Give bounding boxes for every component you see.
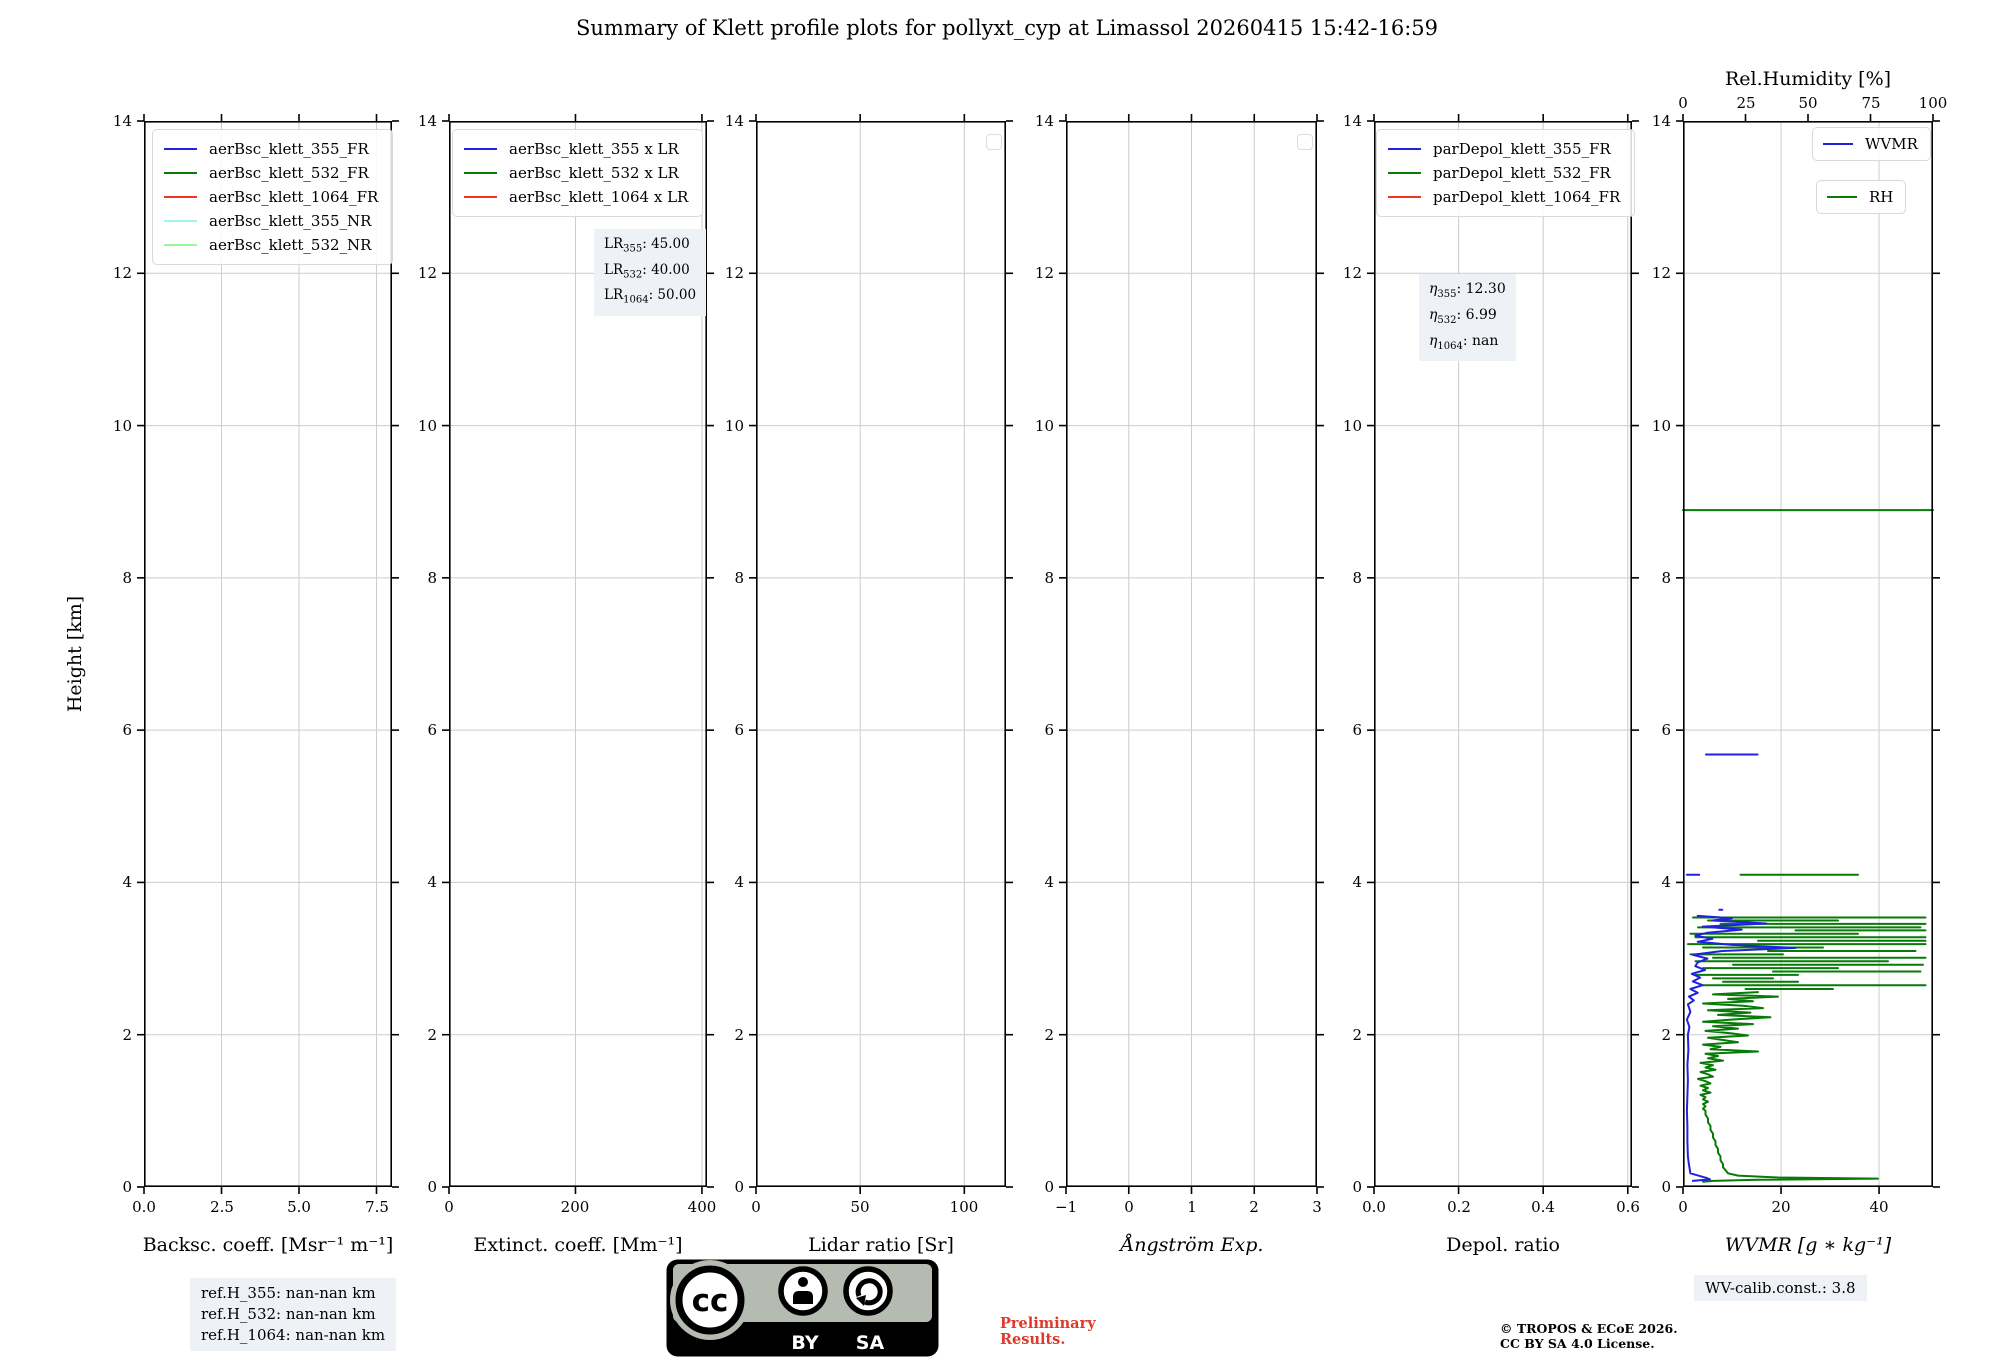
lr-wavelength: 1064	[623, 295, 649, 307]
plot-panel-4	[1066, 121, 1317, 1187]
y-tick-label: 2	[122, 1026, 132, 1044]
x-tick-label: 20	[1771, 1198, 1791, 1216]
y-tick-label: 14	[417, 112, 437, 130]
top-axis-label-rel-humidity: Rel.Humidity [%]	[1724, 68, 1892, 90]
x-tick-label: 1	[1187, 1198, 1197, 1216]
legend-entry	[164, 185, 378, 209]
legend-entry	[464, 137, 688, 161]
xlabel-lidar-ratio: Lidar ratio [Sr]	[808, 1234, 954, 1256]
x-tick-label: 0	[1678, 1198, 1688, 1216]
eta-value: : nan	[1462, 332, 1499, 349]
y-tick-label: 12	[1342, 264, 1362, 282]
y-tick-label: 10	[724, 417, 744, 435]
y-tick-label: 14	[724, 112, 744, 130]
lr-value: : 50.00	[648, 287, 697, 304]
y-tick-label: 6	[1661, 721, 1671, 739]
y-tick-label: 0	[427, 1178, 437, 1196]
legend-line-blue	[164, 148, 197, 151]
top-tick-label: 75	[1861, 94, 1881, 112]
y-tick-label: 4	[1661, 873, 1671, 891]
by-text: BY	[791, 1332, 819, 1354]
y-tick-label: 0	[122, 1178, 132, 1196]
legend-label: aerBsc_klett_1064_FR	[209, 188, 379, 206]
legend-line-blue	[1388, 148, 1421, 151]
x-tick-label: 2	[1249, 1198, 1259, 1216]
plot-border	[145, 122, 391, 1186]
y-tick-label: 12	[417, 264, 437, 282]
y-tick-label: 12	[112, 264, 132, 282]
xlabel-wvmr: WVMR [g ∗ kg⁻¹]	[1724, 1234, 1892, 1256]
eta-wavelength: 532	[1437, 314, 1457, 326]
y-tick-label: 8	[1352, 569, 1362, 587]
eta-wavelength: 1064	[1437, 340, 1463, 352]
y-tick-label: 6	[1352, 721, 1362, 739]
legend-entry	[164, 209, 378, 233]
legend-label: aerBsc_klett_532_NR	[209, 236, 372, 254]
xlabel-depol: Depol. ratio	[1446, 1234, 1560, 1256]
x-tick-label: 0.6	[1616, 1198, 1640, 1216]
legend-label: aerBsc_klett_355 x LR	[509, 140, 679, 158]
legend-line-lightgreen	[164, 244, 197, 247]
data-line-rh	[1698, 992, 1878, 1182]
lr-value: : 40.00	[642, 261, 690, 278]
legend-depol	[1376, 129, 1635, 217]
y-tick-label: 14	[112, 112, 132, 130]
x-tick-label: 5.0	[287, 1198, 311, 1216]
xlabel-angstrom: Ångström Exp.	[1120, 1234, 1264, 1256]
y-tick-label: 8	[1661, 569, 1671, 587]
x-tick-label: 0.2	[1447, 1198, 1471, 1216]
ref-height-1064: ref.H_1064: nan-nan km	[201, 1326, 386, 1344]
legend-label: aerBsc_klett_1064 x LR	[509, 188, 689, 206]
y-tick-label: 10	[1034, 417, 1054, 435]
legend-label: aerBsc_klett_355_NR	[209, 212, 372, 230]
legend-label: aerBsc_klett_532 x LR	[509, 164, 679, 182]
legend-backscatter	[152, 129, 393, 265]
x-tick-label: 400	[687, 1198, 717, 1216]
y-tick-label: 8	[427, 569, 437, 587]
legend-entry	[1827, 185, 1893, 209]
y-tick-label: 14	[1342, 112, 1362, 130]
y-tick-label: 2	[427, 1026, 437, 1044]
legend-line-green	[464, 172, 497, 175]
legend-entry	[164, 137, 378, 161]
legend-line-blue	[1823, 143, 1853, 146]
top-tick-label: 100	[1918, 94, 1948, 112]
y-tick-label: 4	[122, 873, 132, 891]
legend-label: parDepol_klett_1064_FR	[1433, 188, 1621, 206]
top-tick-label: 25	[1736, 94, 1756, 112]
eta-row	[1429, 279, 1506, 305]
legend-line-green	[1388, 172, 1421, 175]
x-tick-label: 50	[850, 1198, 870, 1216]
ref-height-355: ref.H_355: nan-nan km	[201, 1284, 376, 1302]
y-tick-label: 12	[1034, 264, 1054, 282]
eta-value: : 12.30	[1456, 281, 1506, 297]
y-tick-label: 4	[1044, 873, 1054, 891]
y-tick-label: 10	[417, 417, 437, 435]
legend-line-blue	[464, 148, 497, 151]
legend-empty-angstrom	[1297, 134, 1313, 150]
y-tick-label: 8	[122, 569, 132, 587]
y-tick-label: 4	[427, 873, 437, 891]
x-tick-label: 2.5	[210, 1198, 234, 1216]
y-tick-label: 2	[734, 1026, 744, 1044]
x-tick-label: 7.5	[365, 1198, 389, 1216]
y-tick-label: 0	[1352, 1178, 1362, 1196]
legend-line-red	[464, 196, 497, 199]
y-tick-label: 10	[1651, 417, 1671, 435]
legend-entry	[1823, 132, 1918, 156]
legend-label: RH	[1869, 188, 1894, 206]
lr-row	[604, 234, 696, 260]
y-axis-label: Height [km]	[64, 595, 86, 713]
reference-height-box	[190, 1278, 396, 1351]
lr-symbol: LR	[604, 287, 624, 304]
plot-panel-1	[144, 121, 392, 1187]
x-tick-label: 0	[1124, 1198, 1134, 1216]
lr-wavelength: 355	[623, 243, 643, 255]
legend-line-red	[1388, 196, 1421, 199]
legend-line-green	[164, 172, 197, 175]
y-tick-label: 14	[1651, 112, 1671, 130]
y-tick-label: 2	[1661, 1026, 1671, 1044]
eta-symbol: η	[1429, 332, 1438, 349]
legend-wvmr	[1812, 127, 1931, 161]
y-tick-label: 6	[734, 721, 744, 739]
legend-entry	[464, 185, 688, 209]
y-tick-label: 6	[427, 721, 437, 739]
legend-entry	[1388, 185, 1620, 209]
x-tick-label: 100	[949, 1198, 979, 1216]
x-tick-label: 3	[1312, 1198, 1322, 1216]
preliminary-line1: Preliminary	[1000, 1315, 1096, 1332]
cc-by-sa-badge	[665, 1258, 940, 1358]
y-tick-label: 4	[734, 873, 744, 891]
legend-entry	[464, 161, 688, 185]
x-tick-label: 200	[560, 1198, 590, 1216]
y-tick-label: 2	[1044, 1026, 1054, 1044]
y-tick-label: 8	[734, 569, 744, 587]
eta-row	[1429, 331, 1506, 357]
page-title: Summary of Klett profile plots for pollyxt_cyp at Limassol 20260415 15:42-16:59	[575, 16, 1439, 40]
legend-line-green	[1827, 196, 1857, 199]
legend-line-cyan	[164, 220, 197, 223]
y-tick-label: 2	[1352, 1026, 1362, 1044]
y-tick-label: 6	[1044, 721, 1054, 739]
top-tick-label: 0	[1678, 94, 1688, 112]
legend-label: aerBsc_klett_355_FR	[209, 140, 369, 158]
x-tick-label: 0	[444, 1198, 454, 1216]
wv-calibration-box: WV-calib.const.: 3.8	[1694, 1275, 1867, 1301]
lr-row	[604, 285, 696, 311]
legend-empty-lidar-ratio	[986, 134, 1002, 150]
legend-extinction	[452, 129, 703, 217]
lr-symbol: LR	[604, 236, 624, 252]
plot-panel-3	[756, 121, 1006, 1187]
plot-border	[757, 122, 1005, 1186]
legend-label: parDepol_klett_532_FR	[1433, 164, 1611, 182]
xlabel-extinction: Extinct. coeff. [Mm⁻¹]	[473, 1234, 683, 1256]
y-tick-label: 14	[1034, 112, 1054, 130]
y-tick-label: 8	[1044, 569, 1054, 587]
sa-arrow-icon	[846, 1269, 890, 1313]
legend-label: aerBsc_klett_532_FR	[209, 164, 369, 182]
sa-text: SA	[855, 1332, 885, 1354]
data-line-wvmr	[1687, 916, 1796, 1181]
eta-value: : 6.99	[1456, 306, 1497, 323]
eta-symbol: η	[1429, 306, 1438, 323]
y-tick-label: 12	[724, 264, 744, 282]
x-tick-label: 0.4	[1531, 1198, 1555, 1216]
legend-rh	[1816, 180, 1906, 214]
y-tick-label: 12	[1651, 264, 1671, 282]
lr-wavelength: 532	[623, 269, 643, 281]
preliminary-line2: Results.	[1000, 1331, 1066, 1348]
lidar-ratio-constants-box	[594, 229, 706, 316]
legend-entry	[1388, 161, 1620, 185]
x-tick-label: 0.0	[1362, 1198, 1386, 1216]
eta-symbol: η	[1429, 281, 1438, 297]
preliminary-results-note	[1000, 1316, 1096, 1348]
eta-constants-box	[1419, 274, 1516, 361]
top-tick-label: 50	[1798, 94, 1818, 112]
ref-height-532: ref.H_532: nan-nan km	[201, 1305, 376, 1323]
y-tick-label: 0	[1661, 1178, 1671, 1196]
legend-entry	[1388, 137, 1620, 161]
y-tick-label: 10	[1342, 417, 1362, 435]
eta-row	[1429, 305, 1506, 331]
y-tick-label: 0	[734, 1178, 744, 1196]
legend-entry	[164, 233, 378, 257]
x-tick-label: −1	[1054, 1198, 1078, 1216]
copyright-note	[1500, 1322, 1678, 1351]
xlabel-backscatter: Backsc. coeff. [Msr⁻¹ m⁻¹]	[142, 1234, 394, 1256]
y-tick-label: 6	[122, 721, 132, 739]
x-tick-label: 0.0	[132, 1198, 156, 1216]
cc-text: cc	[691, 1283, 729, 1319]
eta-wavelength: 355	[1437, 288, 1457, 300]
lr-row	[604, 260, 696, 286]
copyright-line1: © TROPOS & ECoE 2026.	[1500, 1321, 1678, 1336]
y-tick-label: 10	[112, 417, 132, 435]
copyright-line2: CC BY SA 4.0 License.	[1500, 1335, 1655, 1351]
legend-label: parDepol_klett_355_FR	[1433, 140, 1611, 158]
x-tick-label: 40	[1869, 1198, 1889, 1216]
legend-line-red	[164, 196, 197, 199]
lr-symbol: LR	[604, 261, 624, 278]
plot-panel-6	[1683, 121, 1933, 1187]
legend-label: WVMR	[1865, 135, 1918, 153]
x-tick-label: 0	[751, 1198, 761, 1216]
legend-entry	[164, 161, 378, 185]
y-tick-label: 0	[1044, 1178, 1054, 1196]
y-tick-label: 4	[1352, 873, 1362, 891]
lr-value: : 45.00	[642, 236, 690, 252]
